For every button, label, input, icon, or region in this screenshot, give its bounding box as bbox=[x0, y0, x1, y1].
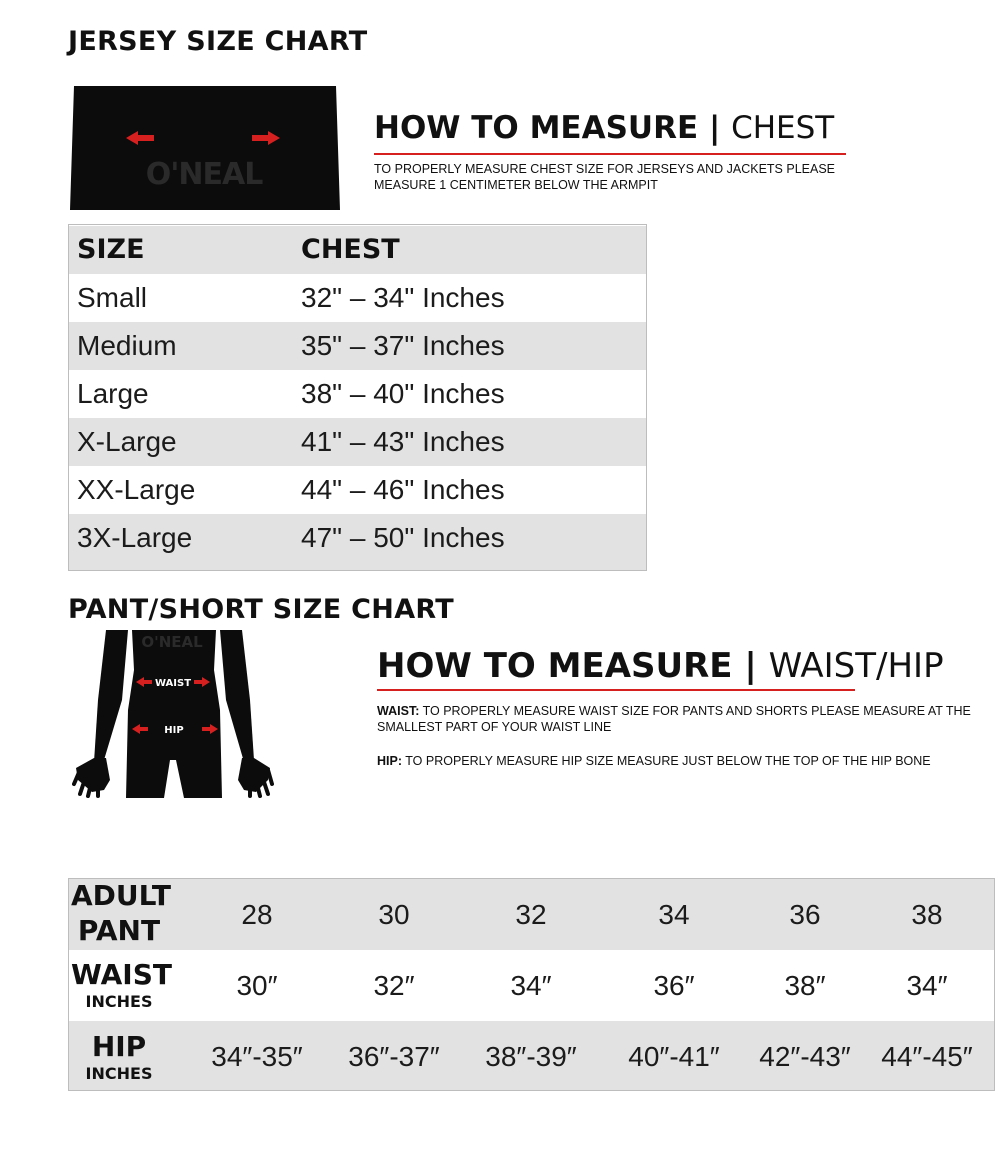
size-cell: 28 bbox=[241, 899, 273, 930]
size-cell: Medium bbox=[77, 330, 177, 361]
hip-cell: 38″-39″ bbox=[485, 1041, 577, 1072]
row-label-pant: PANT bbox=[77, 914, 161, 947]
size-cell: Large bbox=[77, 378, 149, 409]
measure-heading-bold: HOW TO MEASURE bbox=[374, 110, 699, 146]
jersey-section-title: JERSEY SIZE CHART bbox=[68, 26, 368, 57]
hip-cell: 34″-35″ bbox=[211, 1041, 303, 1072]
waist-cell: 34″ bbox=[510, 970, 552, 1001]
table-row bbox=[69, 514, 646, 570]
adult-pant-row bbox=[69, 879, 994, 950]
hip-desc-text: TO PROPERLY MEASURE HIP SIZE MEASURE JUST BELOW THE TOP OF THE HIP BONE bbox=[402, 754, 931, 768]
waist-cell: 34″ bbox=[906, 970, 948, 1001]
jersey-measure-heading bbox=[374, 110, 834, 146]
size-cell: XX-Large bbox=[77, 474, 196, 505]
waist-row bbox=[69, 950, 994, 1021]
row-label-adult: ADULT bbox=[71, 879, 171, 912]
waist-measure-description bbox=[377, 703, 977, 735]
pant-size-table bbox=[68, 878, 995, 1091]
measure-heading-light: CHEST bbox=[731, 110, 835, 146]
jersey-chest-illustration bbox=[70, 86, 342, 212]
jersey-measure-description: TO PROPERLY MEASURE CHEST SIZE FOR JERSEYS AND JACKETS PLEASE MEASURE 1 CENTIMETER BELOW THE ARMPIT bbox=[374, 162, 836, 192]
size-cell: 36 bbox=[789, 899, 821, 930]
hip-row bbox=[69, 1021, 994, 1090]
chest-cell: 47" – 50" Inches bbox=[301, 522, 505, 553]
measure-heading-bold: HOW TO MEASURE bbox=[377, 646, 733, 686]
jersey-heading-underline bbox=[374, 153, 846, 155]
size-cell: X-Large bbox=[77, 426, 177, 457]
waist-cell: 38″ bbox=[784, 970, 826, 1001]
table-row bbox=[69, 466, 646, 514]
row-label-hip-unit: INCHES bbox=[85, 1064, 153, 1083]
jersey-table-header-row bbox=[69, 226, 646, 274]
size-cell: 30 bbox=[378, 899, 410, 930]
header-size: SIZE bbox=[77, 234, 145, 265]
table-row bbox=[69, 418, 646, 466]
pant-measure-heading bbox=[377, 646, 944, 686]
hip-cell: 42″-43″ bbox=[759, 1041, 851, 1072]
table-row bbox=[69, 274, 646, 322]
waist-cell: 32″ bbox=[373, 970, 415, 1001]
size-cell: Small bbox=[77, 282, 148, 313]
hip-cell: 36″-37″ bbox=[348, 1041, 440, 1072]
size-cell: 3X-Large bbox=[77, 522, 193, 553]
row-label-waist-unit: INCHES bbox=[85, 992, 153, 1011]
jersey-logo: O'NEAL bbox=[145, 157, 263, 192]
pant-waist-hip-illustration bbox=[72, 630, 274, 800]
hip-cell: 40″-41″ bbox=[628, 1041, 720, 1072]
pant-section-title: PANT/SHORT SIZE CHART bbox=[68, 594, 454, 625]
hip-measure-description bbox=[377, 753, 977, 769]
table-row bbox=[69, 322, 646, 370]
pant-heading-underline bbox=[377, 689, 855, 691]
figure-waist-label: WAIST bbox=[154, 678, 192, 689]
waist-cell: 30″ bbox=[236, 970, 278, 1001]
measure-heading-light: WAIST/HIP bbox=[768, 646, 944, 686]
size-cell: 38 bbox=[911, 899, 943, 930]
chest-cell: 41" – 43" Inches bbox=[301, 426, 505, 457]
table-row bbox=[69, 370, 646, 418]
waist-desc-text: TO PROPERLY MEASURE WAIST SIZE FOR PANTS AND SHORTS PLEASE MEASURE AT THE SMALLEST PART OF YOUR WAIST LINE bbox=[377, 704, 971, 734]
measure-heading-separator: | bbox=[744, 646, 757, 686]
chest-cell: 38" – 40" Inches bbox=[301, 378, 505, 409]
size-cell: 34 bbox=[658, 899, 690, 930]
jersey-size-table bbox=[68, 224, 647, 571]
row-label-hip: HIP bbox=[91, 1030, 147, 1063]
chest-cell: 32" – 34" Inches bbox=[301, 282, 505, 313]
chest-cell: 44" – 46" Inches bbox=[301, 474, 505, 505]
waist-cell: 36″ bbox=[653, 970, 695, 1001]
hip-cell: 44″-45″ bbox=[881, 1041, 973, 1072]
row-label-waist: WAIST bbox=[71, 958, 172, 991]
hip-desc-label: HIP: bbox=[377, 754, 402, 768]
measure-heading-separator: | bbox=[708, 110, 721, 146]
chest-cell: 35" – 37" Inches bbox=[301, 330, 505, 361]
pant-logo: O'NEAL bbox=[141, 633, 203, 651]
header-chest: CHEST bbox=[301, 234, 400, 265]
figure-hip-label: HIP bbox=[164, 725, 184, 736]
size-cell: 32 bbox=[515, 899, 547, 930]
waist-desc-label: WAIST: bbox=[377, 704, 420, 718]
